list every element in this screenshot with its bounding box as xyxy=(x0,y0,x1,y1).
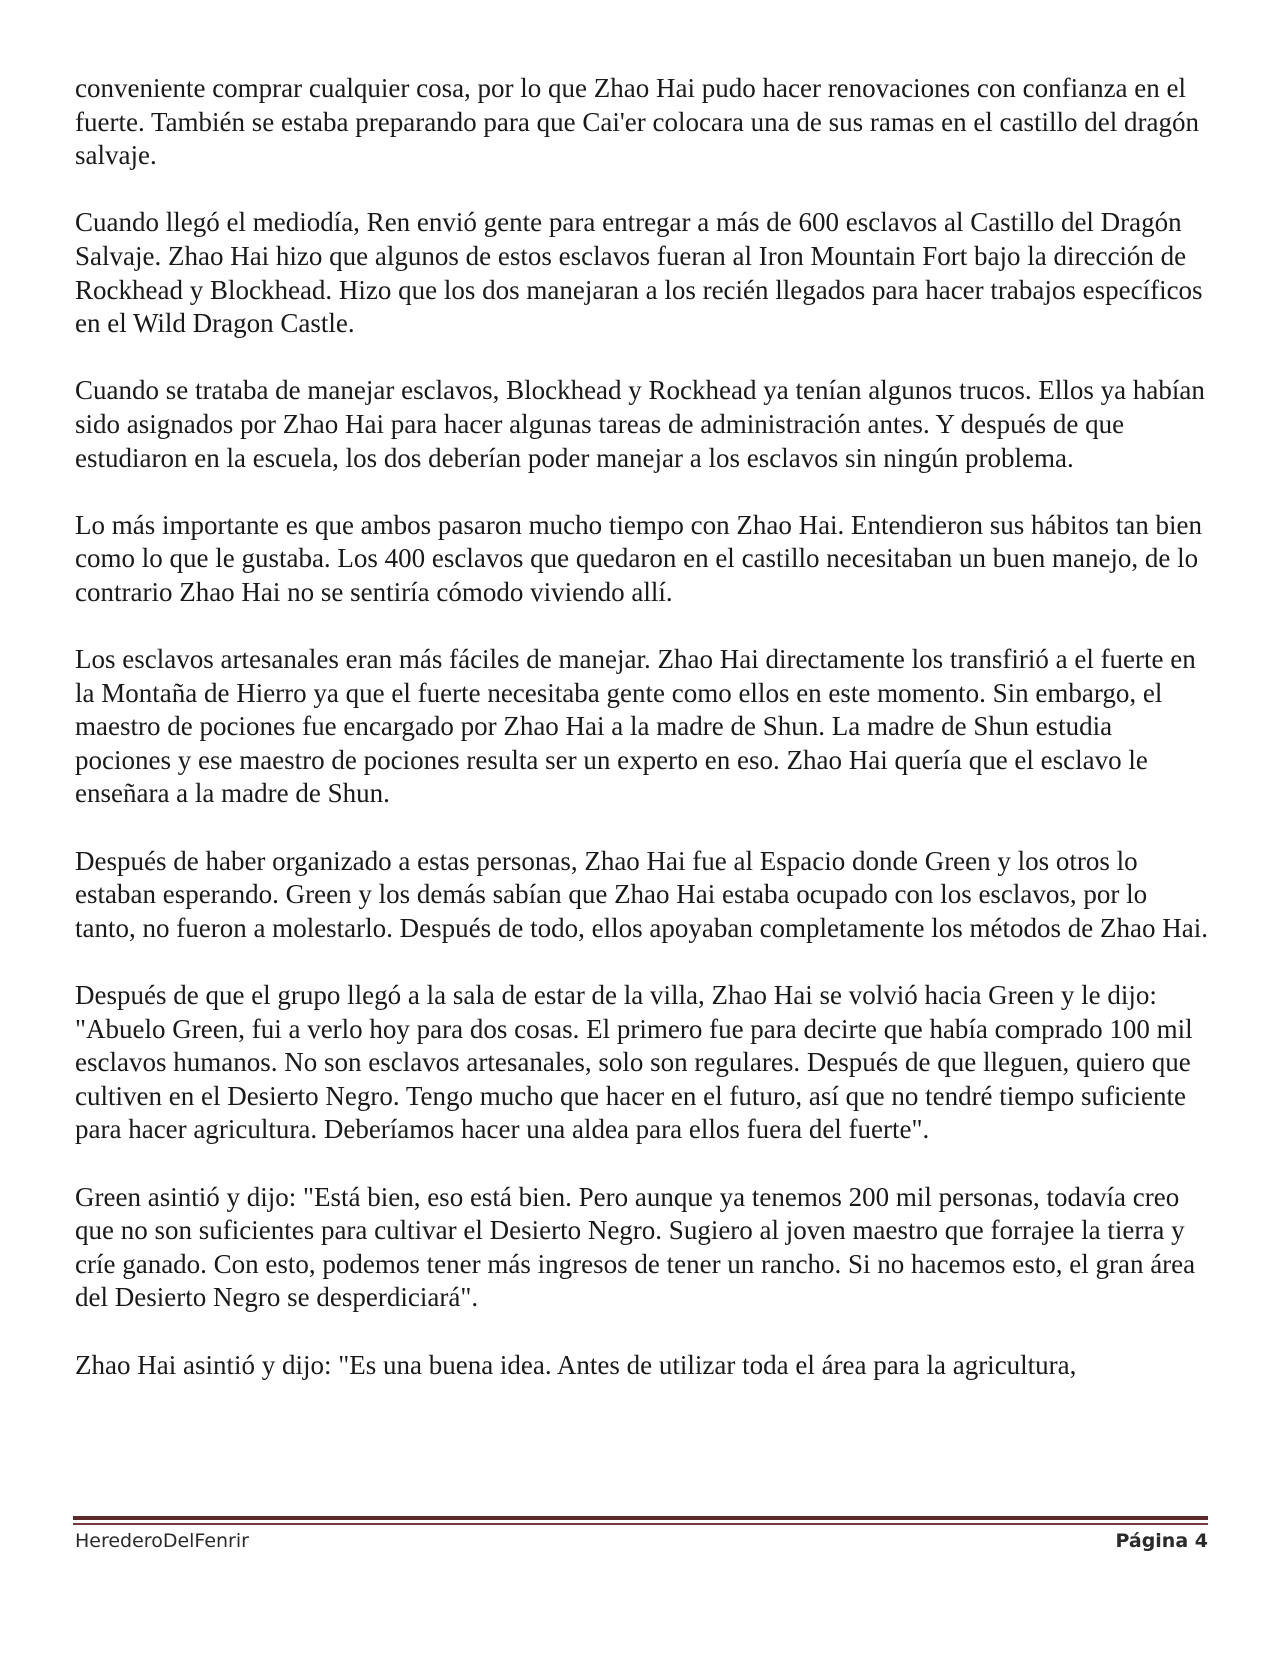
paragraph-3: Cuando se trataba de manejar esclavos, Blockhead y Rockhead ya tenían algunos trucos. Ellos ya habían sido asignados por Zhao Hai para hacer algunas tareas de administración antes. Y después de que estudiaron en la escuela, los dos deberían poder manejar a los esclavos sin ningún problema. xyxy=(75,375,1205,473)
document-body xyxy=(75,72,1210,1382)
paragraph-5: Los esclavos artesanales eran más fáciles de manejar. Zhao Hai directamente los transfirió a el fuerte en la Montaña de Hierro ya que el fuerte necesitaba gente como ellos en este momento. Sin embargo, el maestro de pociones fue encargado por Zhao Hai a la madre de Shun. La madre de Shun estudia pociones y ese maestro de pociones resulta ser un experto en eso. Zhao Hai quería que el esclavo le enseñara a la madre de Shun. xyxy=(75,644,1196,809)
footer-divider-thick xyxy=(73,1516,1208,1520)
paragraph-4: Lo más importante es que ambos pasaron mucho tiempo con Zhao Hai. Entendieron sus hábitos tan bien como lo que le gustaba. Los 400 esclavos que quedaron en el castillo necesitaban un buen manejo, de lo contrario Zhao Hai no se sentiría cómodo viviendo allí. xyxy=(75,509,1202,607)
paragraph-6: Después de haber organizado a estas personas, Zhao Hai fue al Espacio donde Green y los otros lo estaban esperando. Green y los demás sabían que Zhao Hai estaba ocupado con los esclavos, por lo tanto, no fueron a molestarlo. Después de todo, ellos apoyaban completamente los métodos de Zhao Hai. xyxy=(75,845,1208,943)
paragraph-8: Green asintió y dijo: "Está bien, eso está bien. Pero aunque ya tenemos 200 mil personas, todavía creo que no son suficientes para cultivar el Desierto Negro. Sugiero al joven maestro que forrajee la tierra y críe ganado. Con esto, podemos tener más ingresos de tener un rancho. Si no hacemos esto, el gran área del Desierto Negro se desperdiciará". xyxy=(75,1181,1196,1313)
paragraph-7: Después de que el grupo llegó a la sala de estar de la villa, Zhao Hai se volvió hacia Green y le dijo: "Abuelo Green, fui a verlo hoy para dos cosas. El primero fue para decirte que había comprado 100 mil esclavos humanos. No son esclavos artesanales, solo son regulares. Después de que lleguen, quiero que cultiven en el Desierto Negro. Tengo mucho que hacer en el futuro, así que no tendré tiempo suficiente para hacer agricultura. Deberíamos hacer una aldea para ellos fuera del fuerte". xyxy=(75,980,1193,1145)
footer-divider-thin xyxy=(73,1523,1208,1525)
paragraph-9: Zhao Hai asintió y dijo: "Es una buena idea. Antes de utilizar toda el área para la agricultura, xyxy=(75,1349,1077,1380)
footer-author: HerederoDelFenrir xyxy=(75,1530,249,1552)
paragraph-1: conveniente comprar cualquier cosa, por lo que Zhao Hai pudo hacer renovaciones con confianza en el fuerte. También se estaba preparando para que Cai'er colocara una de sus ramas en el castillo del dragón salvaje. xyxy=(75,73,1199,171)
paragraph-2: Cuando llegó el mediodía, Ren envió gente para entregar a más de 600 esclavos al Castillo del Dragón Salvaje. Zhao Hai hizo que algunos de estos esclavos fueran al Iron Mountain Fort bajo la dirección de Rockhead y Blockhead. Hizo que los dos manejaran a los recién llegados para hacer trabajos específicos en el Wild Dragon Castle. xyxy=(75,207,1203,339)
footer-page-number: Página 4 xyxy=(1115,1530,1208,1552)
